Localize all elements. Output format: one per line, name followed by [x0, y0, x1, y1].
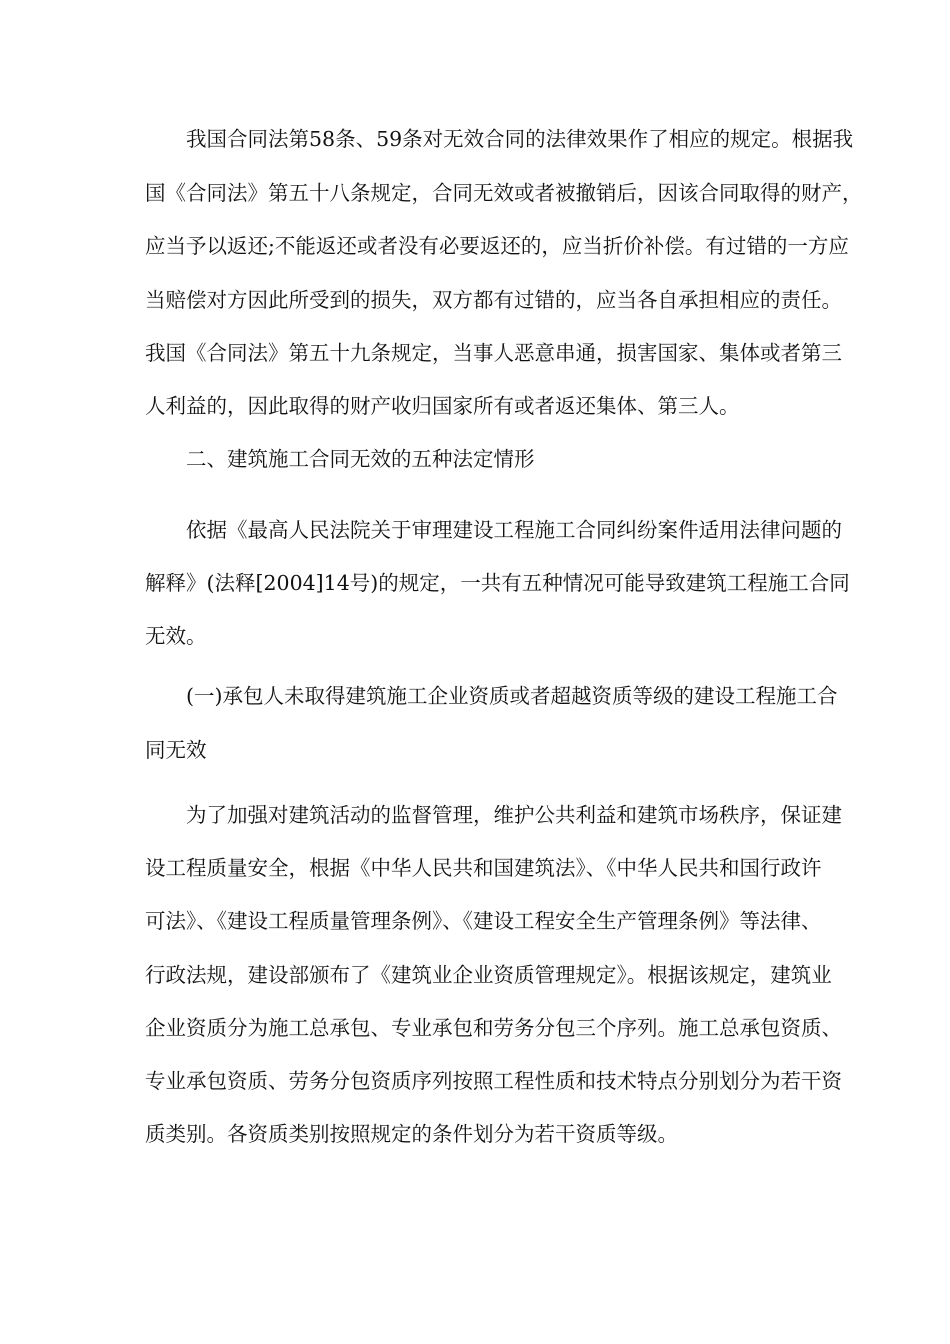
- paragraph-1-line-1: 我国合同法第58条、59条对无效合同的法律效果作了相应的规定。根据我: [186, 127, 854, 151]
- paragraph-5-line-3: 可法》、《建设工程质量管理条例》、《建设工程安全生产管理条例》等法律、: [145, 909, 822, 933]
- paragraph-1-line-3: 应当予以返还;不能返还或者没有必要返还的，应当折价补偿。有过错的一方应: [145, 234, 849, 258]
- paragraph-5-line-1: 为了加强对建筑活动的监督管理，维护公共利益和建筑市场秩序，保证建: [186, 803, 842, 827]
- paragraph-5-line-7: 质类别。各资质类别按照规定的条件划分为若干资质等级。: [145, 1122, 678, 1146]
- paragraph-1-line-4: 当赔偿对方因此所受到的损失，双方都有过错的，应当各自承担相应的责任。: [145, 288, 842, 312]
- paragraph-1-line-2: 国《合同法》第五十八条规定，合同无效或者被撤销后，因该合同取得的财产，: [145, 181, 863, 205]
- paragraph-3-line-2: 解释》(法释[2004]14号)的规定，一共有五种情况可能导致建筑工程施工合同: [145, 571, 850, 595]
- paragraph-5-line-2: 设工程质量安全，根据《中华人民共和国建筑法》、《中华人民共和国行政许: [145, 856, 822, 880]
- subsection-heading-line-1: (一)承包人未取得建筑施工企业资质或者超越资质等级的建设工程施工合: [186, 684, 838, 708]
- paragraph-3-line-3: 无效。: [145, 624, 207, 648]
- paragraph-5-line-6: 专业承包资质、劳务分包资质序列按照工程性质和技术特点分别划分为若干资: [145, 1069, 842, 1093]
- paragraph-5-line-4: 行政法规，建设部颁布了《建筑业企业资质管理规定》。根据该规定，建筑业: [145, 963, 832, 987]
- paragraph-1-line-5: 我国《合同法》第五十九条规定，当事人恶意串通，损害国家、集体或者第三: [145, 341, 842, 365]
- paragraph-1-line-6: 人利益的，因此取得的财产收归国家所有或者返还集体、第三人。: [145, 394, 740, 418]
- section-heading: 二、建筑施工合同无效的五种法定情形: [186, 447, 535, 471]
- subsection-heading-line-2: 同无效: [145, 738, 207, 762]
- paragraph-3-line-1: 依据《最高人民法院关于审理建设工程施工合同纠纷案件适用法律问题的: [186, 518, 842, 542]
- paragraph-5-line-5: 企业资质分为施工总承包、专业承包和劳务分包三个序列。施工总承包资质、: [145, 1016, 842, 1040]
